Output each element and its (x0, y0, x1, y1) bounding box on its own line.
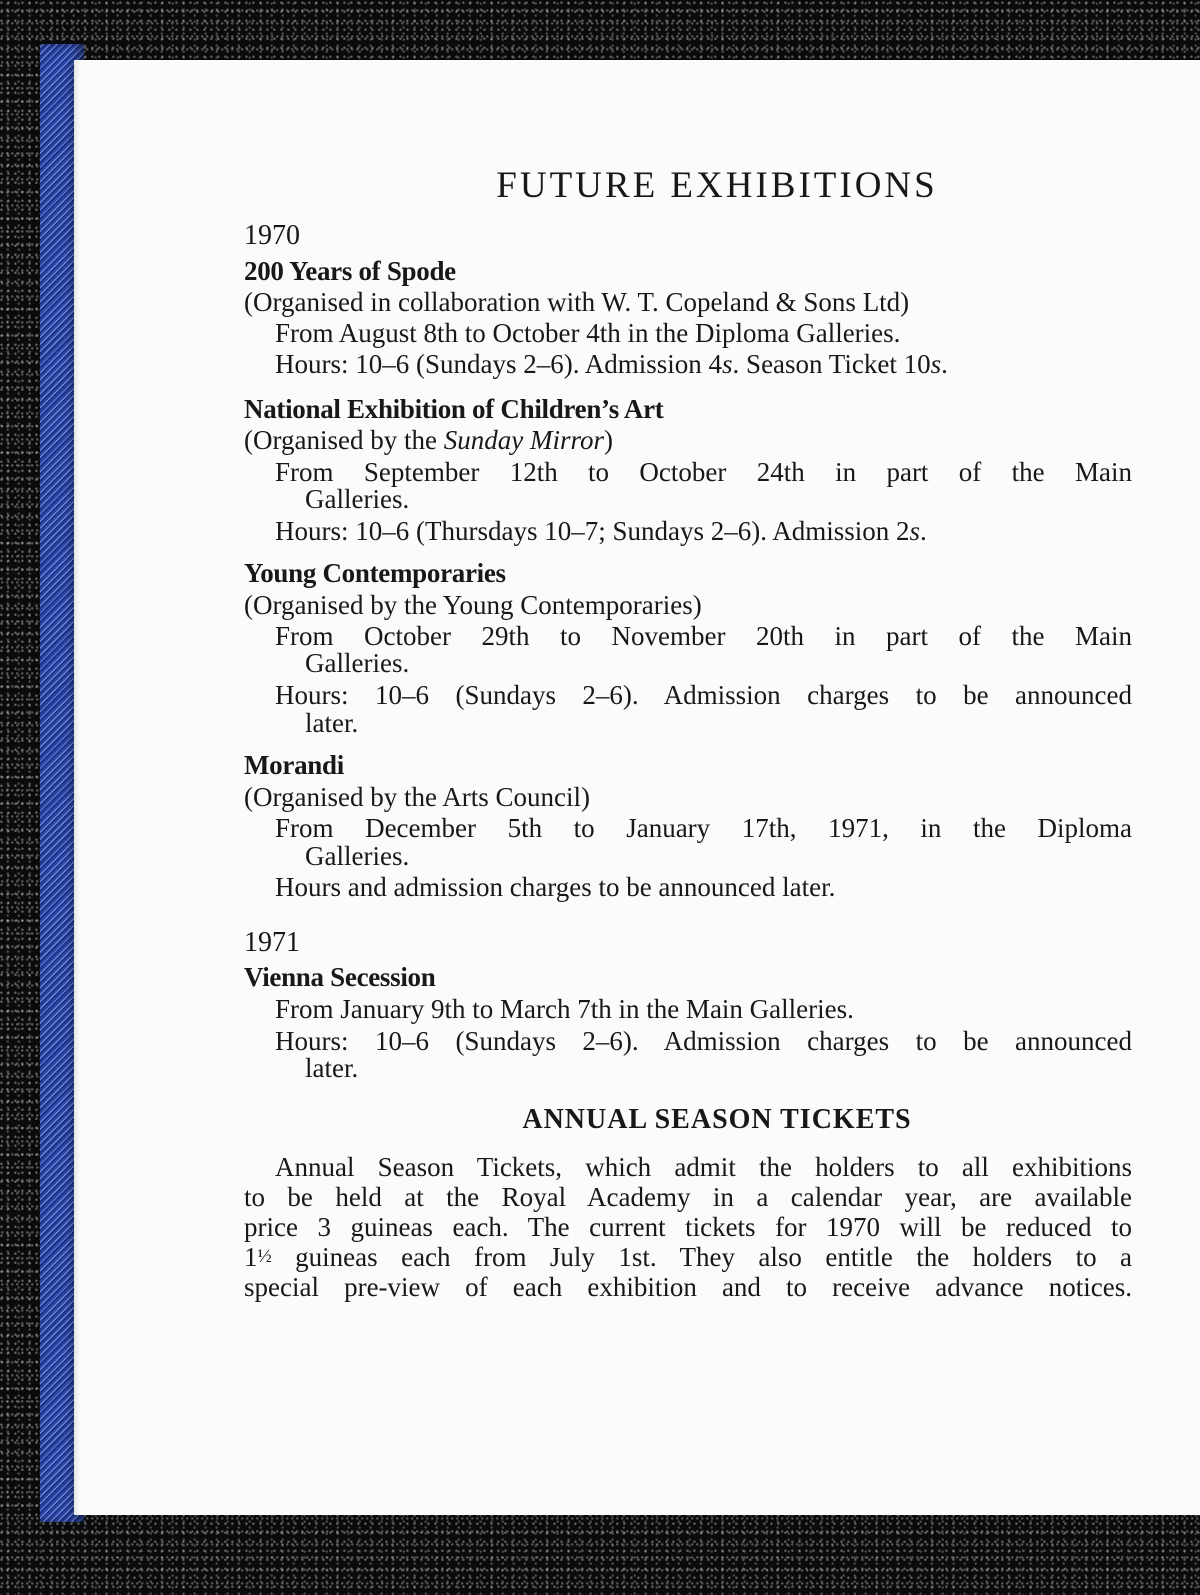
page-title: FUTURE EXHIBITIONS (496, 165, 938, 206)
exhibition-organiser-morandi: (Organised by the Arts Council) (244, 782, 590, 812)
season-tickets-line-1: Annual Season Tickets, which admit the holders to all exhibitions (275, 1152, 1132, 1182)
exhibition-dates-spode: From August 8th to October 4th in the Diploma Galleries. (275, 318, 901, 348)
exhibition-title-childrens-art: National Exhibition of Children’s Art (244, 394, 664, 424)
year-heading-1970: 1970 (244, 220, 300, 251)
exhibition-hours-spode: Hours: 10–6 (Sundays 2–6). Admission 4s. Season Ticket 10s. (275, 349, 948, 379)
exhibition-dates-vienna-secession: From January 9th to March 7th in the Main Galleries. (275, 994, 854, 1024)
exhibition-title-morandi: Morandi (244, 750, 344, 780)
exhibition-dates-childrens-art: From September 12th to October 24th in part of the Main (275, 457, 1132, 487)
season-tickets-line-3: price 3 guineas each. The current tickets for 1970 will be reduced to (244, 1212, 1132, 1242)
page-content (74, 60, 1200, 1515)
exhibition-dates-morandi: From December 5th to January 17th, 1971, in the Diploma (275, 813, 1132, 843)
exhibition-title-young-contemporaries: Young Contemporaries (244, 558, 506, 588)
exhibition-hours-young-contemporaries: Hours: 10–6 (Sundays 2–6). Admission charges to be announced (275, 680, 1132, 710)
year-heading-1971: 1971 (244, 927, 300, 958)
exhibition-hours-cont-vienna-secession: later. (305, 1053, 359, 1083)
book-page (74, 60, 1200, 1515)
exhibition-dates-cont-childrens-art: Galleries. (305, 484, 410, 514)
exhibition-hours-cont-young-contemporaries: later. (305, 708, 359, 738)
exhibition-title-vienna-secession: Vienna Secession (244, 962, 436, 992)
exhibition-organiser-young-contemporaries: (Organised by the Young Contemporaries) (244, 590, 702, 620)
page-gutter-shadow (74, 60, 80, 1515)
exhibition-hours-childrens-art: Hours: 10–6 (Thursdays 10–7; Sundays 2–6). Admission 2s. (275, 516, 927, 546)
exhibition-title-spode: 200 Years of Spode (244, 256, 456, 286)
exhibition-hours-vienna-secession: Hours: 10–6 (Sundays 2–6). Admission charges to be announced (275, 1026, 1132, 1056)
season-tickets-line-5: special pre-view of each exhibition and to receive advance notices. (244, 1272, 1132, 1302)
exhibition-dates-young-contemporaries: From October 29th to November 20th in part of the Main (275, 621, 1132, 651)
exhibition-dates-cont-morandi: Galleries. (305, 841, 410, 871)
exhibition-dates-cont-young-contemporaries: Galleries. (305, 648, 410, 678)
exhibition-organiser-childrens-art: (Organised by the Sunday Mirror) (244, 425, 613, 455)
exhibition-organiser-spode: (Organised in collaboration with W. T. Copeland & Sons Ltd) (244, 287, 910, 317)
exhibition-hours-morandi: Hours and admission charges to be announced later. (275, 872, 836, 902)
season-tickets-line-4: 1½ guineas each from July 1st. They also entitle the holders to a (244, 1242, 1132, 1272)
season-tickets-line-2: to be held at the Royal Academy in a calendar year, are available (244, 1182, 1132, 1212)
season-tickets-heading: ANNUAL SEASON TICKETS (522, 1104, 912, 1135)
